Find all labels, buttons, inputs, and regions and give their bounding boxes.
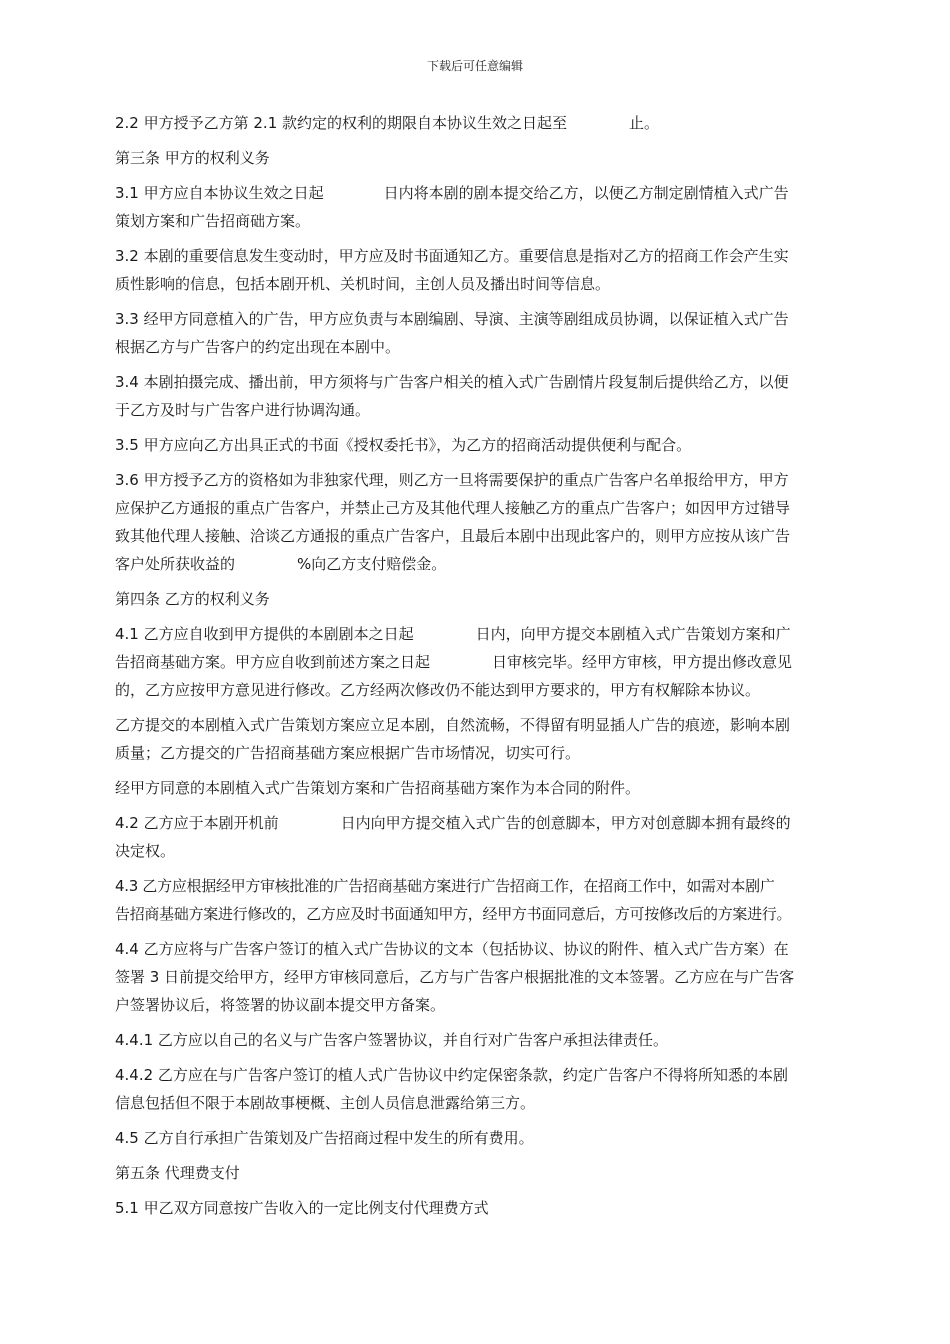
clause-3-1: 3.1 甲方应自本协议生效之日起 日内将本剧的剧本提交给乙方，以便乙方制定剧情植入式广告 策划方案和广告招商础方案。 [115, 184, 789, 230]
clause-4-5: 4.5 乙方自行承担广告策划及广告招商过程中发生的所有费用。 [115, 1129, 534, 1147]
clause-4-2: 4.2 乙方应于本剧开机前 日内向甲方提交植入式广告的创意脚本，甲方对创意脚本拥有最终的 决定权。 [115, 814, 791, 860]
clause-4-1: 4.1 乙方应自收到甲方提供的本剧剧本之日起 日内，向甲方提交本剧植入式广告策划方案和广 告招商基础方案。甲方应自收到前述方案之日起 日审核完毕。经甲方审核，甲方提出修改意见 的，乙方应按甲方意见进行修改。乙方经两次修改仍不能达到甲方要求的，甲方有权解除本协议。 [115, 625, 793, 699]
clause-3-4: 3.4 本剧拍摄完成、播出前，甲方须将与广告客户相关的植入式广告剧情片段复制后提供给乙方，以便 于乙方及时与广告客户进行协调沟通。 [115, 373, 789, 419]
clause-4-1-note-2: 经甲方同意的本剧植入式广告策划方案和广告招商基础方案作为本合同的附件。 [115, 779, 641, 797]
clause-4-4-1: 4.4.1 乙方应以自己的名义与广告客户签署协议，并自行对广告客户承担法律责任。 [115, 1031, 668, 1049]
clause-4-4: 4.4 乙方应将与广告客户签订的植入式广告协议的文本（包括协议、协议的附件、植入式广告方案）在 签署 3 日前提交给甲方，经甲方审核同意后，乙方与广告客户根据批准的文本签署。乙方应在与广告客 户签署协议后，将签署的协议副本提交甲方备案。 [115, 940, 795, 1014]
clause-2-2: 2.2 甲方授予乙方第 2.1 款约定的权利的期限自本协议生效之日起至 止。 [115, 114, 660, 132]
article-4-title: 第四条 乙方的权利义务 [115, 590, 270, 608]
clause-4-4-2: 4.4.2 乙方应在与广告客户签订的植人式广告协议中约定保密条款，约定广告客户不得将所知悉的本剧 信息包括但不限于本剧故事梗概、主创人员信息泄露给第三方。 [115, 1066, 788, 1112]
article-3-title: 第三条 甲方的权利义务 [115, 149, 270, 167]
clause-3-6: 3.6 甲方授予乙方的资格如为非独家代理，则乙方一旦将需要保护的重点广告客户名单报给甲方，甲方 应保护乙方通报的重点广告客户，并禁止己方及其他代理人接触乙方的重点广告客户；如因甲方过错导 致其他代理人接触、洽谈乙方通报的重点广告客户，且最后本剧中出现此客户的，则甲方应按从该广告 客户处所获收益的 %向乙方支付赔偿金。 [115, 471, 791, 573]
page-header: 下载后可任意编辑 [426, 59, 523, 73]
clause-3-3: 3.3 经甲方同意植入的广告，甲方应负责与本剧编剧、导演、主演等剧组成员协调，以保证植入式广告 根据乙方与广告客户的约定出现在本剧中。 [115, 310, 789, 356]
clause-4-1-note-1: 乙方提交的本剧植入式广告策划方案应立足本剧，自然流畅，不得留有明显插人广告的痕迹，影响本剧 质量；乙方提交的广告招商基础方案应根据广告市场情况，切实可行。 [115, 716, 791, 762]
article-5-title: 第五条 代理费支付 [115, 1164, 240, 1182]
clause-5-1: 5.1 甲乙双方同意按广告收入的一定比例支付代理费方式 [115, 1199, 489, 1217]
clause-3-5: 3.5 甲方应向乙方出具正式的书面《授权委托书》，为乙方的招商活动提供便利与配合。 [115, 436, 692, 454]
clause-3-2: 3.2 本剧的重要信息发生变动时，甲方应及时书面通知乙方。重要信息是指对乙方的招商工作会产生实 质性影响的信息，包括本剧开机、关机时间，主创人员及播出时间等信息。 [115, 247, 789, 293]
clause-4-3: 4.3 乙方应根据经甲方审核批准的广告招商基础方案进行广告招商工作，在招商工作中，如需对本剧广 告招商基础方案进行修改的，乙方应及时书面通知甲方，经甲方书面同意后，方可按修改后的方案进行。 [115, 877, 792, 923]
